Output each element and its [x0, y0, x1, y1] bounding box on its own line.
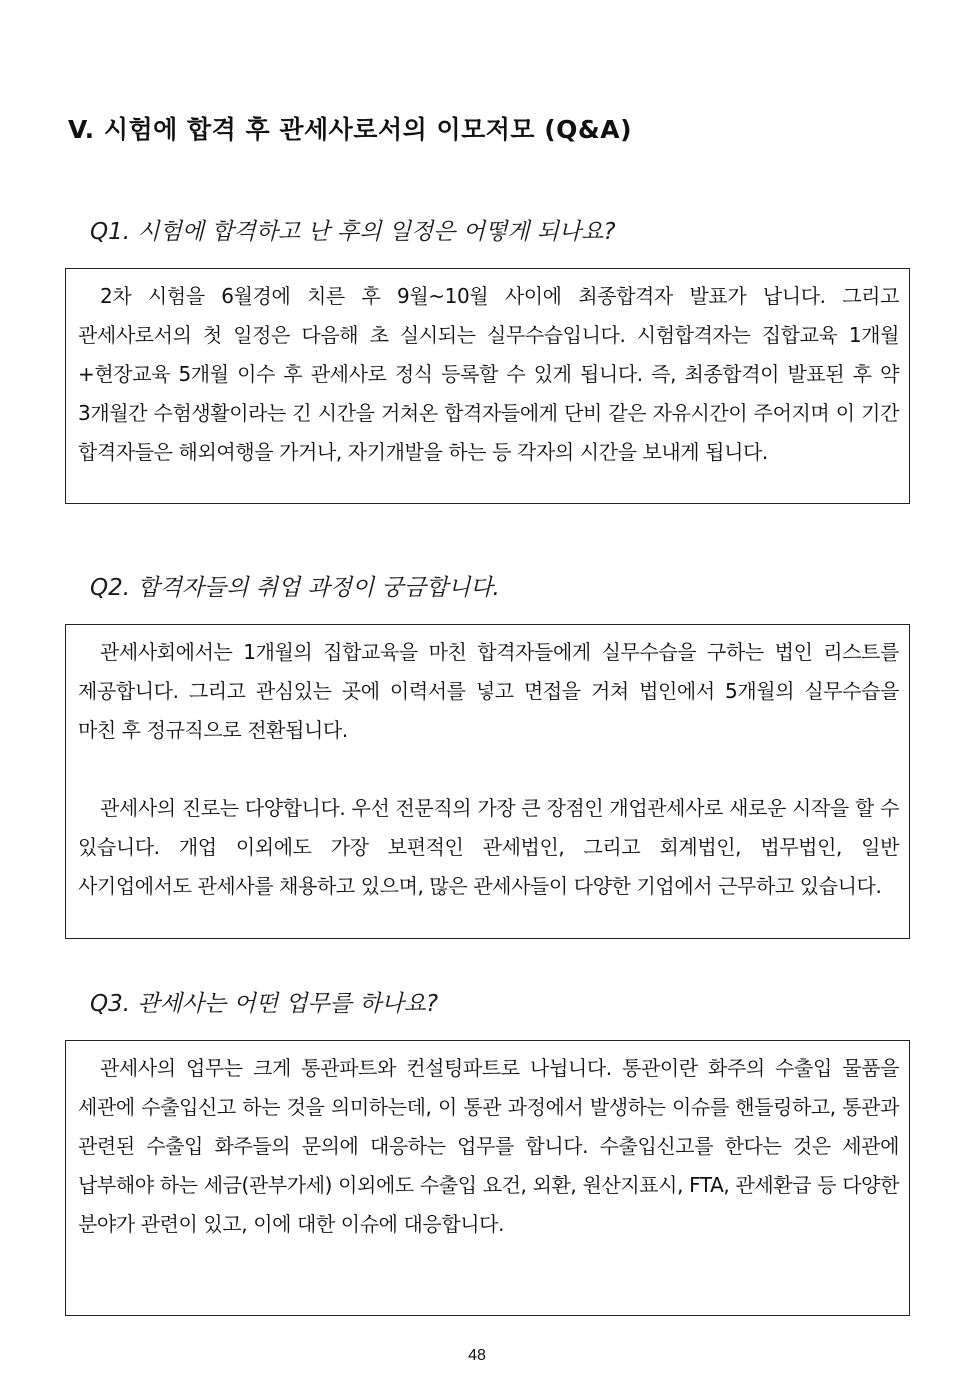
paragraph-gap	[78, 750, 899, 789]
question-1: Q1. 시험에 합격하고 난 후의 일정은 어떻게 되나요?	[90, 219, 616, 245]
answer-2-paragraph-1: 관세사회에서는 1개월의 집합교육을 마친 합격자들에게 실무수습을 구하는 법인 리스트를 제공합니다. 그리고 관심있는 곳에 이력서를 넣고 면접을 거쳐 법인에서 5개월의 실무수습을 마친 후 정규직으로 전환됩니다.	[78, 640, 899, 742]
question-3: Q3. 관세사는 어떤 업무를 하나요?	[90, 991, 439, 1017]
answer-box-1	[65, 268, 910, 504]
answer-2-paragraph-2: 관세사의 진로는 다양합니다. 우선 전문직의 가장 큰 장점인 개업관세사로 새로운 시작을 할 수 있습니다. 개업 이외에도 가장 보편적인 관세법인, 그리고 회계법인, 법무법인, 일반 사기업에서도 관세사를 채용하고 있으며, 많은 관세사들이 다양한 기업에서 근무하고 있습니다.	[78, 796, 899, 898]
page-number: 48	[468, 1347, 486, 1364]
section-title: V. 시험에 합격 후 관세사로서의 이모저모 (Q&A)	[68, 115, 632, 144]
answer-3-paragraph-1: 관세사의 업무는 크게 통관파트와 컨설팅파트로 나뉩니다. 통관이란 화주의 수출입 물품을 세관에 수출입신고 하는 것을 의미하는데, 이 통관 과정에서 발생하는 이슈를 핸들링하고, 통관과 관련된 수출입 화주들의 문의에 대응하는 업무를 합니다. 수출입신고를 한다는 것은 세관에 납부해야 하는 세금(관부가세) 이외에도 수출입 요건, 외환, 원산지표시, FTA, 관세환급 등 다양한 분야가 관련이 있고, 이에 대한 이슈에 대응합니다.	[78, 1056, 899, 1236]
answer-1-paragraph-1: 2차 시험을 6월경에 치른 후 9월~10월 사이에 최종합격자 발표가 납니다. 그리고 관세사로서의 첫 일정은 다음해 초 실시되는 실무수습입니다. 시험합격자는 집합교육 1개월+현장교육 5개월 이수 후 관세사로 정식 등록할 수 있게 됩니다. 즉, 최종합격이 발표된 후 약 3개월간 수험생활이라는 긴 시간을 거쳐온 합격자들에게 단비 같은 자유시간이 주어지며 이 기간 합격자들은 해외여행을 가거나, 자기개발을 하는 등 각자의 시간을 보내게 됩니다.	[78, 284, 899, 464]
answer-box-3	[65, 1040, 910, 1316]
question-2: Q2. 합격자들의 취업 과정이 궁금합니다.	[90, 575, 500, 601]
answer-box-2	[65, 624, 910, 939]
